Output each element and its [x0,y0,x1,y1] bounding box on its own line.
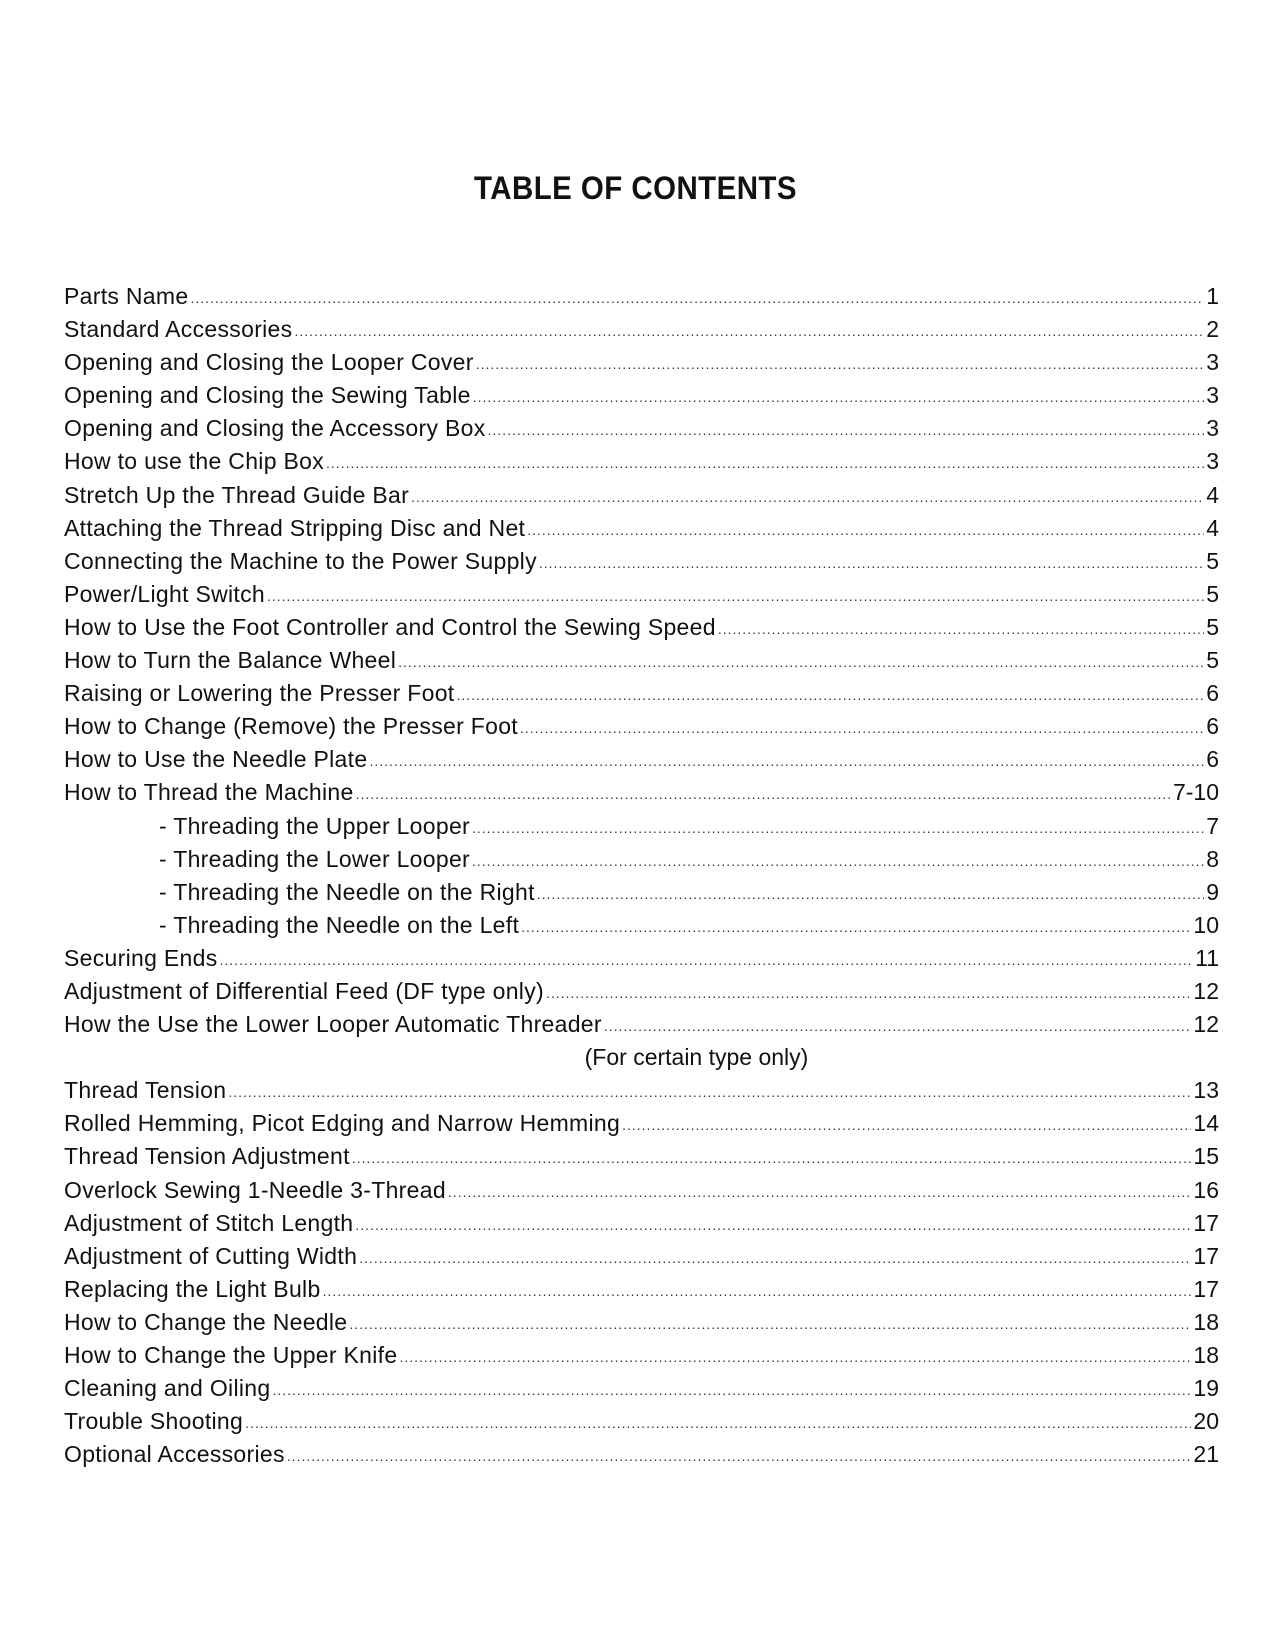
toc-entry-page: 17 [1193,1242,1219,1269]
toc-entry-label: Attaching the Thread Stripping Disc and Net [64,514,526,541]
dot-leader [456,688,1204,702]
toc-entry-page: 2 [1206,316,1219,343]
table-of-contents [64,280,1219,1471]
toc-entry [64,445,1219,478]
toc-entry-page: 7 [1206,812,1219,839]
toc-entry-page: 17 [1193,1209,1219,1236]
toc-entry-page: 8 [1206,845,1219,872]
toc-entry-label: Rolled Hemming, Picot Edging and Narrow Hemming [64,1110,621,1137]
dot-leader [245,1416,1191,1430]
toc-entry [64,776,1219,809]
toc-entry [64,479,1219,512]
toc-entry-page: 7-10 [1172,779,1219,806]
dot-leader [352,1151,1192,1165]
toc-entry [64,578,1219,611]
toc-entry [64,1372,1219,1405]
toc-entry-label: Adjustment of Stitch Length [64,1209,354,1236]
toc-subentry [64,843,1219,876]
dot-leader [323,1284,1192,1298]
toc-entry-page: 11 [1195,944,1219,971]
dot-leader [287,1449,1192,1463]
toc-entry-label: Standard Accessories [64,316,293,343]
toc-entry [64,644,1219,677]
toc-entry-page: 5 [1206,580,1219,607]
toc-entry-page: 5 [1206,647,1219,674]
dot-leader [326,456,1204,470]
toc-entry-label: Connecting the Machine to the Power Supply [64,547,537,574]
toc-entry [64,512,1219,545]
toc-entry-page: 10 [1193,911,1219,938]
toc-entry-page: 16 [1193,1176,1219,1203]
toc-entry-page: 3 [1206,349,1219,376]
dot-leader [537,887,1204,901]
toc-entry-label: Trouble Shooting [64,1408,244,1435]
dot-leader [472,854,1204,868]
dot-leader [398,655,1204,669]
dot-leader [190,291,1204,305]
toc-entry [64,545,1219,578]
dot-leader [622,1118,1191,1132]
toc-entry-label: Adjustment of Cutting Width [64,1242,358,1269]
dot-leader [448,1185,1191,1199]
toc-entry-label: Opening and Closing the Sewing Table [64,382,471,409]
toc-entry-page: 3 [1206,415,1219,442]
toc-entry-label: Optional Accessories [64,1441,285,1468]
toc-entry-page: 18 [1193,1308,1219,1335]
toc-entry [64,611,1219,644]
toc-entry-page: 14 [1193,1110,1219,1137]
toc-entry [64,313,1219,346]
toc-entry-label: Parts Name [64,283,189,309]
toc-entry-label: Thread Tension [64,1077,227,1104]
toc-entry-page: 19 [1193,1375,1219,1402]
toc-entry [64,346,1219,379]
dot-leader [546,986,1191,1000]
toc-entry [64,280,1219,313]
toc-entry-label: Overlock Sewing 1-Needle 3-Thread [64,1176,446,1203]
toc-entry-label: - Threading the Upper Looper [159,812,471,839]
toc-entry [64,1306,1219,1339]
toc-entry-label: How to Change the Needle [64,1308,348,1335]
toc-entry-label: How to Change (Remove) the Presser Foot [64,713,519,740]
toc-entry-page: 4 [1206,514,1219,541]
dot-leader [476,357,1204,371]
toc-entry-label: - Threading the Lower Looper [159,845,471,872]
toc-entry [64,379,1219,412]
toc-entry [64,412,1219,445]
dot-leader [473,390,1204,404]
toc-entry [64,1174,1219,1207]
dot-leader [604,1019,1192,1033]
toc-entry-label: - Threading the Needle on the Left [159,911,520,938]
toc-entry [64,975,1219,1008]
dot-leader [267,589,1204,603]
toc-note: (For certain type only) [584,1044,809,1071]
toc-entry-label: Power/Light Switch [64,580,265,607]
toc-entry-label: Opening and Closing the Accessory Box [64,415,486,442]
toc-entry [64,1240,1219,1273]
dot-leader [521,920,1191,934]
toc-entry-label: How the Use the Lower Looper Automatic Threader [64,1011,602,1038]
toc-entry [64,1405,1219,1438]
toc-entry-label: Securing Ends [64,944,218,971]
toc-entry-page: 20 [1193,1408,1219,1435]
toc-entry [64,1339,1219,1372]
toc-entry [64,677,1219,710]
dot-leader [718,622,1204,636]
dot-leader [399,1350,1191,1364]
toc-entry-page: 12 [1193,977,1219,1004]
toc-entry-label: Opening and Closing the Looper Cover [64,349,474,376]
toc-entry [64,710,1219,743]
dot-leader [359,1251,1191,1265]
toc-entry-label: How to use the Chip Box [64,448,325,475]
toc-entry-label: Replacing the Light Bulb [64,1275,321,1302]
toc-entry-label: Raising or Lowering the Presser Foot [64,680,455,707]
toc-entry [64,1207,1219,1240]
dot-leader [472,821,1204,835]
toc-entry-label: How to Thread the Machine [64,779,354,806]
toc-entry-page: 9 [1206,878,1219,905]
dot-leader [520,721,1204,735]
toc-entry-label: Cleaning and Oiling [64,1375,271,1402]
toc-entry [64,1273,1219,1306]
toc-entry [64,1107,1219,1140]
dot-leader [539,556,1204,570]
dot-leader [272,1383,1191,1397]
dot-leader [355,1218,1191,1232]
toc-entry-page: 12 [1193,1011,1219,1038]
toc-entry-label: Stretch Up the Thread Guide Bar [64,481,410,508]
toc-entry-page: 3 [1206,382,1219,409]
page-title: TABLE OF CONTENTS [474,170,797,206]
dot-leader [369,754,1204,768]
dot-leader [220,953,1194,967]
dot-leader [294,324,1204,338]
toc-entry [64,1438,1219,1471]
toc-entry [64,942,1219,975]
toc-entry-page: 6 [1206,713,1219,740]
toc-entry [64,743,1219,776]
toc-entry-page: 13 [1193,1077,1219,1104]
toc-entry-page: 5 [1206,613,1219,640]
toc-entry-page: 5 [1206,547,1219,574]
dot-leader [228,1085,1191,1099]
toc-entry-label: How to Turn the Balance Wheel [64,647,397,674]
dot-leader [356,787,1171,801]
toc-entry-page: 6 [1206,680,1219,707]
toc-entry-page: 6 [1206,746,1219,773]
toc-entry-page: 4 [1206,481,1219,508]
toc-entry-page: 1 [1206,283,1219,309]
toc-entry-label: How to Change the Upper Knife [64,1342,398,1368]
dot-leader [349,1317,1191,1331]
dot-leader [527,523,1204,537]
toc-entry-page: 15 [1193,1143,1219,1170]
toc-entry-page: 3 [1206,448,1219,475]
toc-entry-label: How to Use the Needle Plate [64,746,368,773]
toc-entry [64,1074,1219,1107]
toc-entry [64,1140,1219,1173]
toc-subentry [64,876,1219,909]
dot-leader [411,490,1204,504]
toc-entry-page: 21 [1193,1441,1219,1468]
toc-entry-label: Adjustment of Differential Feed (DF type only) [64,977,544,1004]
toc-entry [64,1008,1219,1041]
toc-entry-label: Thread Tension Adjustment [64,1143,350,1170]
toc-entry-label: How to Use the Foot Controller and Control the Sewing Speed [64,613,716,640]
toc-subentry [64,810,1219,843]
toc-entry-page: 17 [1193,1275,1219,1302]
toc-entry-label: - Threading the Needle on the Right [159,878,535,905]
toc-subentry [64,909,1219,942]
dot-leader [488,423,1205,437]
toc-entry-page: 18 [1193,1342,1219,1368]
